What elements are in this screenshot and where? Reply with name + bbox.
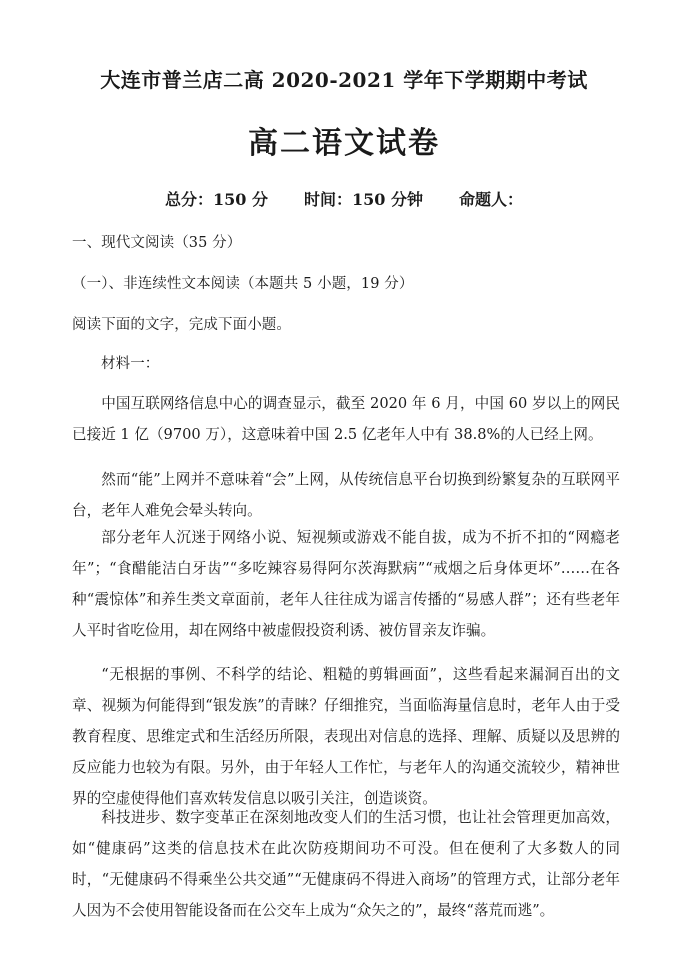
exam-title: 高二语文试卷 [248, 126, 440, 161]
exam-time: 时间：150 分钟 [303, 190, 423, 209]
material-label: 材料一： [101, 356, 160, 372]
paragraph-4: “无根据的事例、不科学的结论、粗糙的剪辑画面”，这些看起来漏洞百出的文章、视频为何能得到“银发族”的青睐？仔细推究，当面临海量信息时，老年人由于受教育程度、思维定式和生活经历所限，表现出对信息的选择、理解、质疑以及思辨的反应能力也较为有限。另外，由于年轻人工作忙，与老年人的沟通交流较少，精神世界的空虚使得他们喜欢转发信息以吸引关注，创造谈资。 [72, 666, 620, 807]
paragraph-3: 部分老年人沉迷于网络小说、短视频或游戏不能自拔，成为不折不扣的“网瘾老年”；“食醋能洁白牙齿”“多吃辣容易得阿尔茨海默病”“戒烟之后身体更坏”……在各种“震惊体”和养生类文章面前，老年人往往成为谣言传播的“易感人群”；还有些老年人平时省吃俭用，却在网络中被虚假投资利诱、被仿冒亲友诈骗。 [72, 529, 620, 639]
reading-instruction: 阅读下面的文字，完成下面小题。 [72, 317, 291, 333]
exam-meta [0, 187, 688, 210]
section-heading-part1: 一、现代文阅读（35 分） [72, 235, 242, 251]
total-score: 总分：150 分 [165, 190, 268, 209]
section-heading-part1-sub1: （一）、非连续性文本阅读（本题共 5 小题，19 分） [72, 276, 414, 292]
school-title: 大连市普兰店二高 2020-2021 学年下学期期中考试 [100, 68, 588, 92]
exam-author: 命题人： [458, 190, 523, 209]
paragraph-5: 科技进步、数字变革正在深刻地改变人们的生活习惯，也让社会管理更加高效，如“健康码”这类的信息技术在此次防疫期间功不可没。但在便利了大多数人的同时，“无健康码不得乘坐公共交通”“无健康码不得进入商场”的管理方式，让部分老年人因为不会使用智能设备而在公交车上成为“众矢之的”，最终“落荒而逃”。 [72, 809, 620, 919]
paragraph-2: 然而“能”上网并不意味着“会”上网，从传统信息平台切换到纷繁复杂的互联网平台，老年人难免会晕头转向。 [72, 471, 620, 519]
paragraph-1: 中国互联网络信息中心的调查显示，截至 2020 年 6 月，中国 60 岁以上的网民已接近 1 亿（9700 万），这意味着中国 2.5 亿老年人中有 38.8%的人已经上网。 [72, 395, 620, 443]
